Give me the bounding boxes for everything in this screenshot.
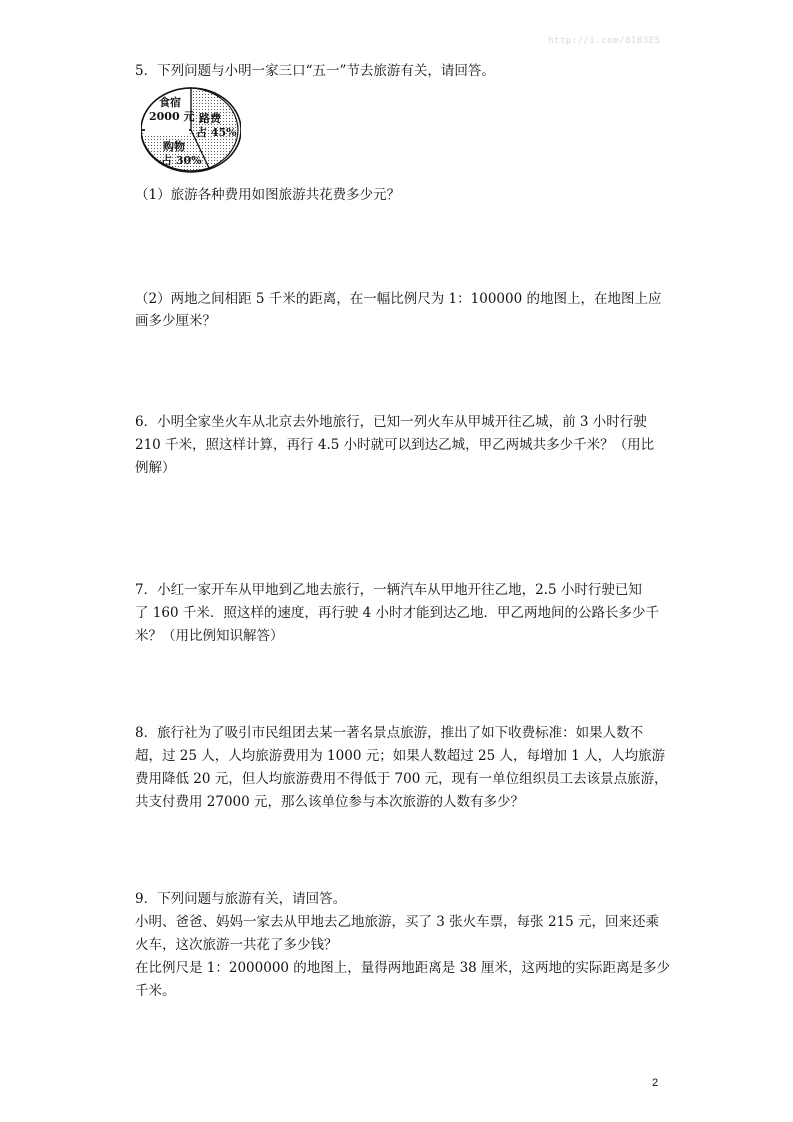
q7-line3: 米？（用比例知识解答）	[135, 628, 284, 644]
q7-line1: 7．小红一家开车从甲地到乙地去旅行，一辆汽车从甲地开往乙地，2.5 小时行驶已知	[135, 582, 642, 598]
pie-label-travel: 路费	[199, 112, 221, 125]
q8-line2: 超，过 25 人，人均旅游费用为 1000 元；如果人数超过 25 人，每增加 1 人，人均旅游	[135, 748, 666, 764]
pie-value-shopping: 占 30%	[161, 154, 202, 167]
pie-label-shopping: 购物	[163, 140, 185, 153]
watermark: http://i.com/8103E5	[548, 36, 661, 46]
pie-value-lodging: 2000 元	[149, 110, 195, 123]
q6-line3: 例解）	[135, 460, 176, 476]
pie-label-lodging: 食宿	[159, 96, 181, 109]
q9-line1: 9．下列问题与旅游有关，请回答。	[135, 891, 347, 907]
q7-line2: 了 160 千米．照这样的速度，再行驶 4 小时才能到达乙地．甲乙两地间的公路长多少千	[135, 605, 660, 621]
q8-line3: 费用降低 20 元，但人均旅游费用不得低于 700 元，现有一单位组织员工去该景点旅游，	[135, 771, 668, 787]
q5-sub2-line1: （2）两地之间相距 5 千米的距离，在一幅比例尺为 1：100000 的地图上，在地图上应	[135, 291, 662, 307]
q6-line2: 210 千米，照这样计算，再行 4.5 小时就可以到达乙城，甲乙两城共多少千米？（用比	[135, 437, 655, 453]
pie-value-travel: 占 45%	[196, 126, 237, 139]
expense-pie-chart	[141, 84, 241, 176]
q5-sub1: （1）旅游各种费用如图旅游共花费多少元？	[135, 187, 401, 203]
page-number: 2	[652, 1077, 659, 1089]
q9-line4: 在比例尺是 1：2000000 的地图上，量得两地距离是 38 厘米，这两地的实际距离是多少	[135, 960, 671, 976]
q9-line2: 小明、爸爸、妈妈一家去从甲地去乙地旅游，买了 3 张火车票，每张 215 元，回来还乘	[135, 914, 660, 930]
q9-line3: 火车，这次旅游一共花了多少钱？	[135, 937, 338, 953]
q8-line1: 8．旅行社为了吸引市民组团去某一著名景点旅游，推出了如下收费标准：如果人数不	[135, 725, 644, 741]
q5-title: 5．下列问题与小明一家三口“五一”节去旅游有关，请回答。	[135, 63, 495, 79]
q5-sub2-line2: 画多少厘米？	[135, 313, 216, 329]
q8-line4: 共支付费用 27000 元，那么该单位参与本次旅游的人数有多少？	[135, 794, 525, 810]
q9-line5: 千米。	[135, 983, 176, 999]
q6-line1: 6．小明全家坐火车从北京去外地旅行，已知一列火车从甲城开往乙城，前 3 小时行驶	[135, 414, 647, 430]
